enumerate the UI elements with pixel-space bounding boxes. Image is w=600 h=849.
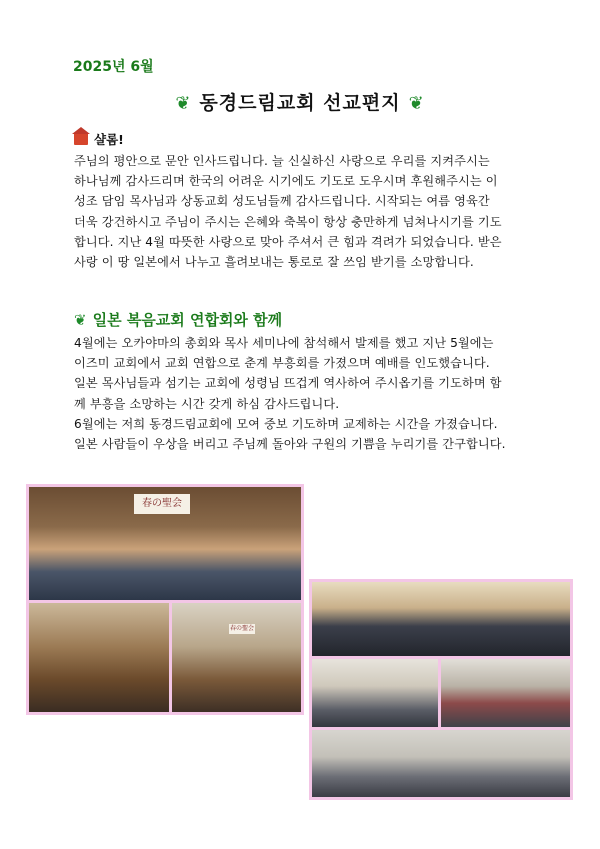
paragraph-section [74,333,532,454]
house-icon [74,133,88,145]
photo-collage-left [26,484,304,715]
photo-prayer [172,603,301,712]
photo-congregation [29,603,169,712]
paragraph-line: 주님의 평안으로 문안 인사드립니다. 늘 신실하신 사랑으로 우리를 지켜주시는 [74,154,490,168]
paragraph-line: 성조 담임 목사님과 상동교회 성도님들께 감사드립니다. 시작되는 여름 영육간 [74,194,490,209]
greeting [74,130,124,148]
banner-sign-small: 春の聖会 [229,625,254,632]
paragraph-line: 이즈미 교회에서 교회 연합으로 춘계 부흥회를 가졌으며 예배를 인도했습니다. [74,356,490,371]
banner-sign: 春の聖会 [134,494,190,514]
section-heading-text: 일본 복음교회 연합회와 함께 [92,311,283,329]
letter-title [0,88,600,115]
paragraph-line: 더욱 강건하시고 주님이 주시는 은혜와 축복이 항상 충만하게 넘쳐나시기를 기도 [74,214,502,229]
photo-fellowship-hall [441,659,570,727]
paragraph-line: 합니다. 지난 4월 따뜻한 사랑으로 맞아 주셔서 큰 힘과 격려가 되었습니다. 받은 [74,234,502,249]
leaf-icon: ❦ [74,311,87,329]
paragraph-line: 하나님께 감사드리며 한국의 어려운 시기에도 기도로 도우시며 후원해주시는 이 [74,174,498,189]
photo-fellowship-meeting [312,659,438,727]
letter-date: 2025년 6월 [73,59,154,75]
greeting-text: 샬롬! [94,132,124,147]
photo-group-portrait [312,582,570,656]
leaf-icon: ❦ [408,93,425,114]
leaf-icon: ❦ [175,93,192,114]
paragraph-intro [74,151,532,272]
paragraph-line: 일본 사람들이 우상을 버리고 주님께 돌아와 구원의 기쁨을 누리기를 간구합니다. [74,437,506,452]
photo-prayer-meeting [312,730,570,797]
title-text: 동경드림교회 선교편지 [199,92,401,114]
paragraph-line: 께 부흥을 소망하는 시간 갖게 하심 감사드립니다. [74,396,340,411]
paragraph-line: 일본 목사님들과 섬기는 교회에 성령님 뜨겁게 역사하여 주시옵기를 기도하며 함 [74,376,502,391]
paragraph-line: 사랑 이 땅 일본에서 나누고 흘려보내는 통로로 잘 쓰임 받기를 소망합니다. [74,255,474,270]
paragraph-line: 4월에는 오카야마의 총회와 목사 세미나에 참석해서 발제를 했고 지난 5월에는 [74,336,494,350]
paragraph-line: 6월에는 저희 동경드림교회에 모여 중보 기도하며 교제하는 시간을 가졌습니다. [74,416,498,431]
photo-collage-right [309,579,573,800]
section-heading [74,309,282,330]
